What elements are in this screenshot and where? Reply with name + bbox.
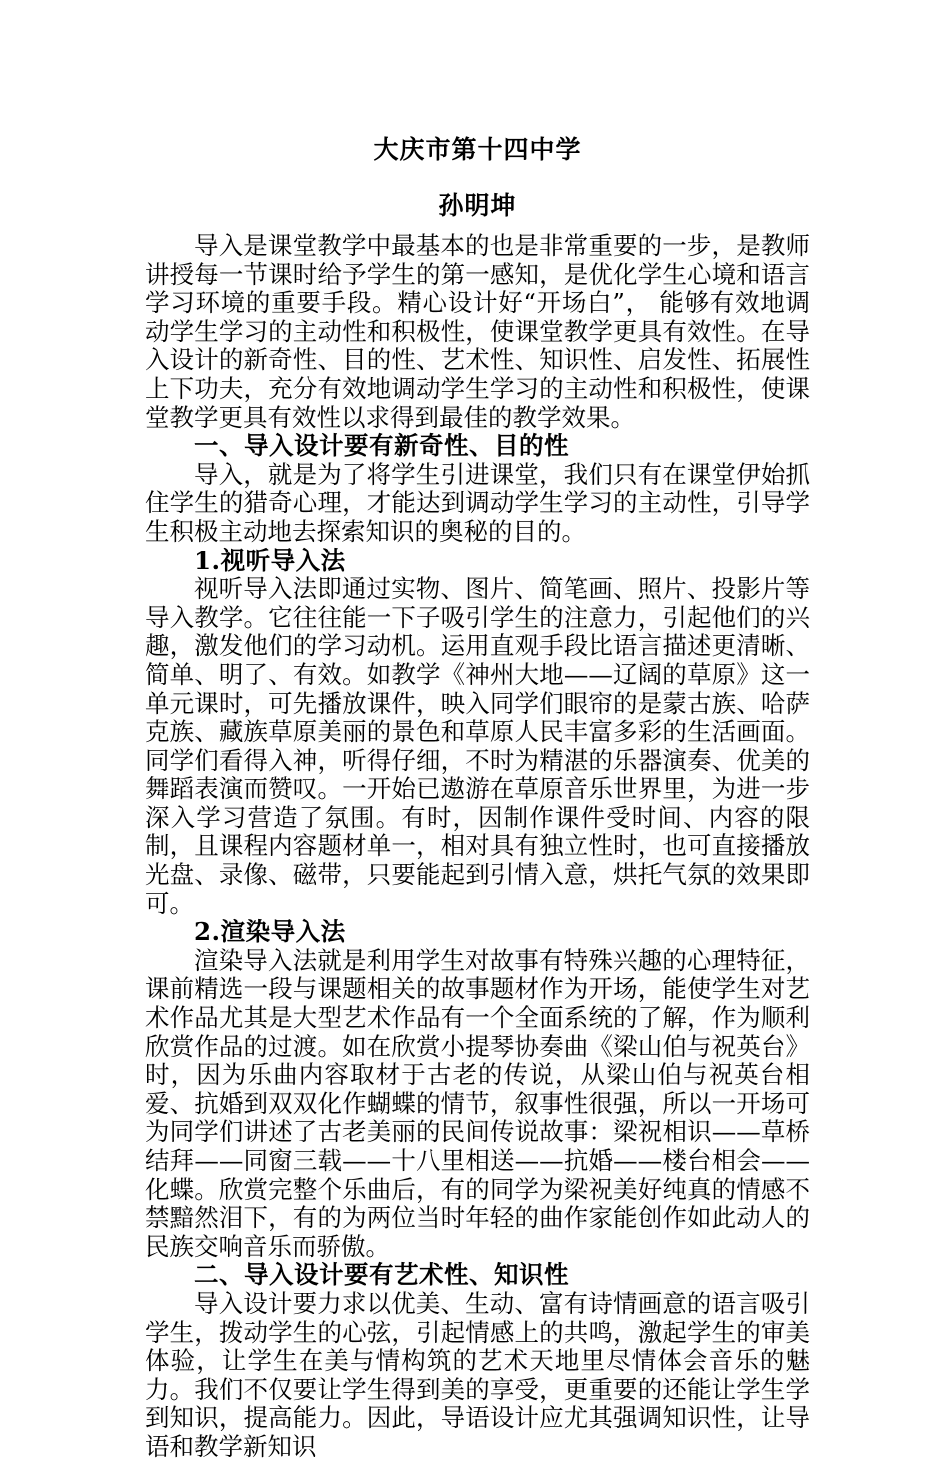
subsection-heading-2: 2.渲染导入法 (194, 917, 346, 947)
intro-paragraph: 导入是课堂教学中最基本的也是非常重要的一步，是教师讲授每一节课时给予学生的第一感知，是优化学生心境和语言学习环境的重要手段。精心设计好“开场白”， 能够有效地调动学生学习的主动性和积极性，使课堂教学更具有效性。在导入设计的新奇性、目的性、艺术性、知识性、启发性、拓展性上下功夫，充分有效地调动学生学习的主动性和积极性，使课堂教学更具有效性以求得到最佳的教学效果。 (145, 231, 810, 432)
section-heading-2: 二、导入设计要有艺术性、知识性 (194, 1260, 569, 1290)
school-title: 大庆市第十四中学 (373, 135, 582, 164)
section-heading-1: 一、导入设计要有新奇性、目的性 (194, 431, 569, 461)
document-page (145, 128, 810, 1462)
section-1-paragraph: 导入，就是为了将学生引进课堂，我们只有在课堂伊始抓住学生的猎奇心理，才能达到调动学生学习的主动性，引导学生积极主动地去探索知识的奥秘的目的。 (145, 459, 810, 546)
subsection-2-paragraph: 渲染导入法就是利用学生对故事有特殊兴趣的心理特征，课前精选一段与课题相关的故事题材作为开场，能使学生对艺术作品尤其是大型艺术作品有一个全面系统的了解，作为顺利欣赏作品的过渡。如在欣赏小提琴协奏曲《梁山伯与祝英台》时，因为乐曲内容取材于古老的传说，从梁山伯与祝英台相爱、抗婚到双双化作蝴蝶的情节，叙事性很强，所以一开场可为同学们讲述了古老美丽的民间传说故事：梁祝相识——草桥结拜——同窗三载——十八里相送——抗婚——楼台相会——化蝶。欣赏完整个乐曲后，有的同学为梁祝美好纯真的情感不禁黯然泪下，有的为两位当时年轻的曲作家能创作如此动人的民族交响音乐而骄傲。 (145, 945, 810, 1261)
section-2-paragraph: 导入设计要力求以优美、生动、富有诗情画意的语言吸引学生，拨动学生的心弦，引起情感上的共鸣，激起学生的审美体验，让学生在美与情构筑的艺术天地里尽情体会音乐的魅力。我们不仅要让学生得到美的享受，更重要的还能让学生学到知识，提高能力。因此，导语设计应尤其强调知识性，让导语和教学新知识 (145, 1288, 810, 1461)
author-name: 孙明坤 (438, 191, 517, 220)
subsection-heading-1: 1.视听导入法 (194, 545, 346, 575)
subsection-1-paragraph: 视听导入法即通过实物、图片、简笔画、照片、投影片等导入教学。它往往能一下子吸引学生的注意力，引起他们的兴趣，激发他们的学习动机。运用直观手段比语言描述更清晰、简单、明了、有效。如教学《神州大地——辽阔的草原》这一单元课时，可先播放课件，映入同学们眼帘的是蒙古族、哈萨克族、藏族草原美丽的景色和草原人民丰富多彩的生活画面。同学们看得入神，听得仔细，不时为精湛的乐器演奏、优美的舞蹈表演而赞叹。一开始已遨游在草原音乐世界里，为进一步深入学习营造了氛围。有时，因制作课件受时间、内容的限制，且课程内容题材单一，相对具有独立性时，也可直接播放光盘、录像、磁带，只要能起到引情入意，烘托气氛的效果即可。 (145, 574, 810, 918)
